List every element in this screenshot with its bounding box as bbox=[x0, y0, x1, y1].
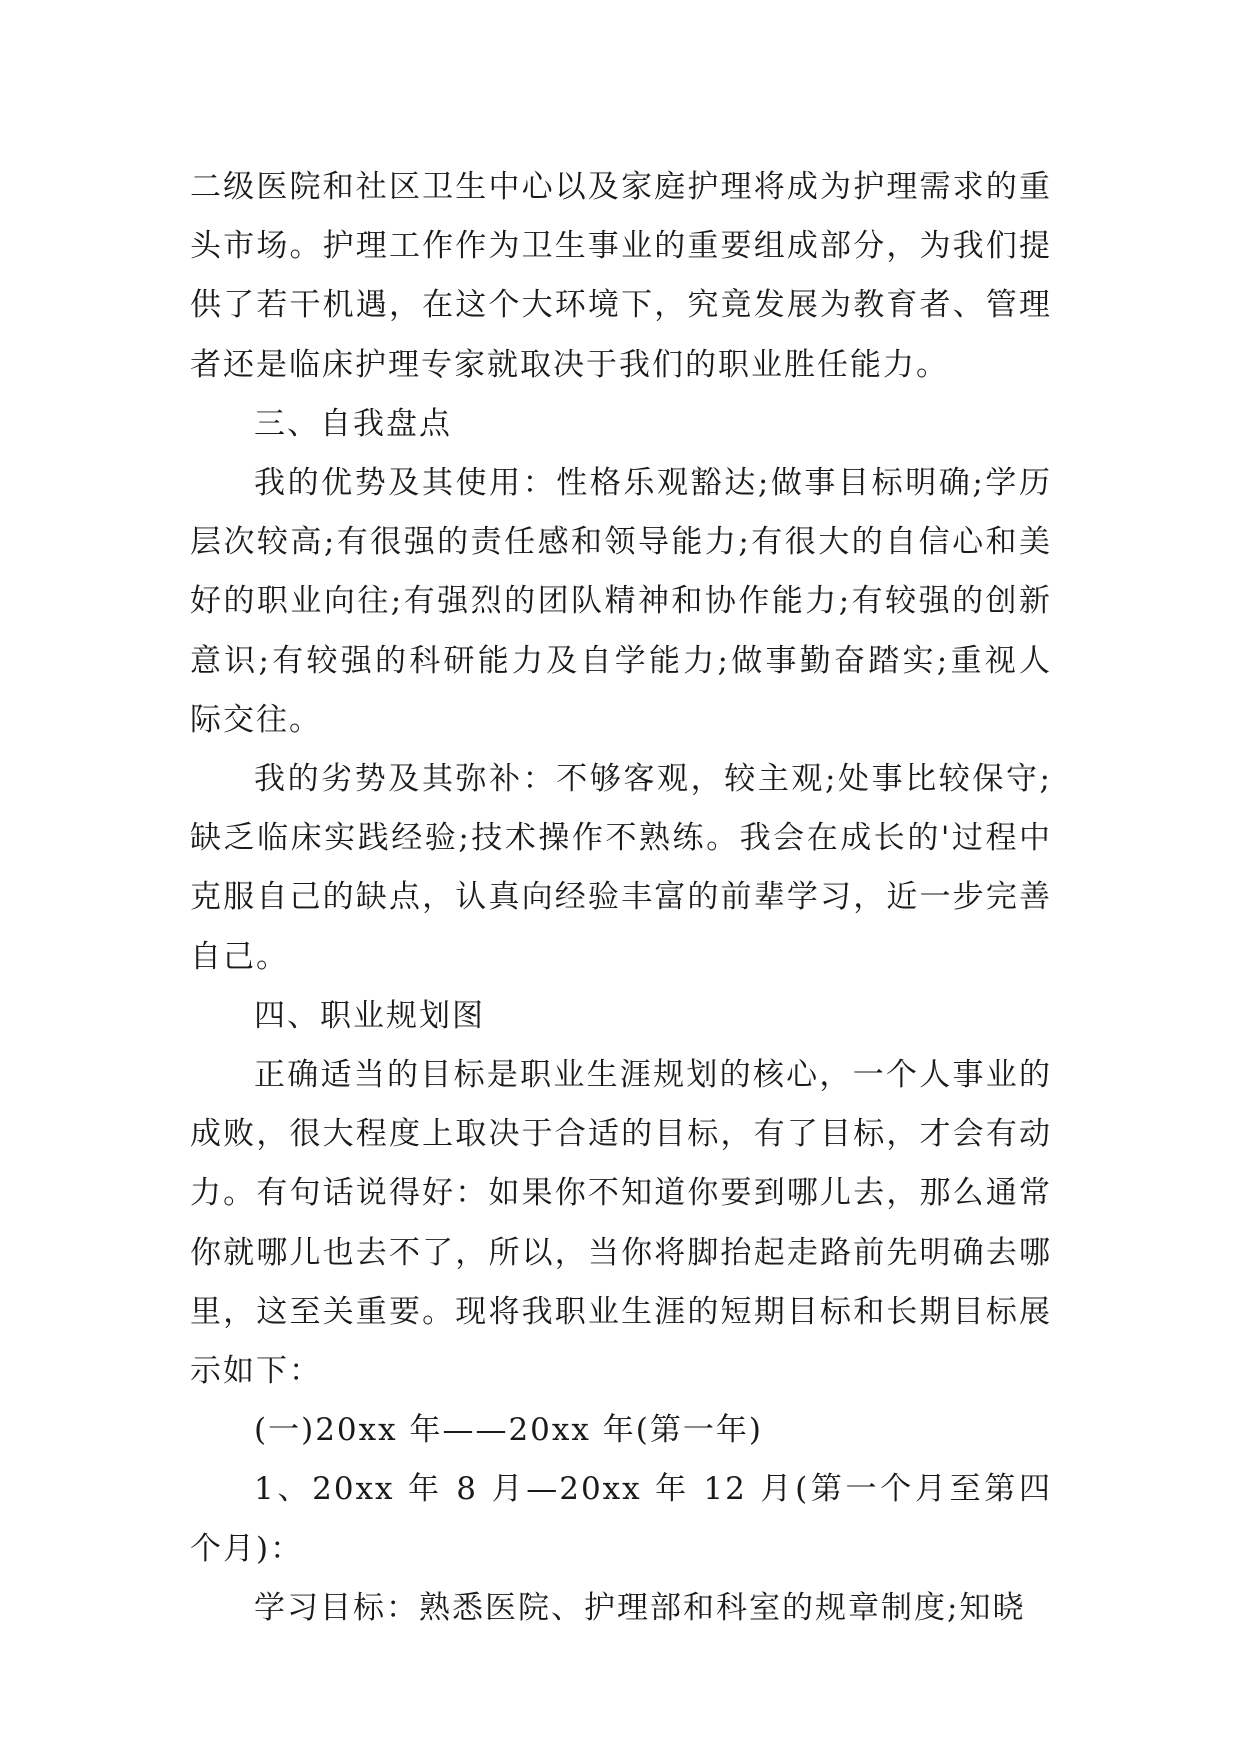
paragraph-learning-goal: 学习目标：熟悉医院、护理部和科室的规章制度;知晓 bbox=[254, 1589, 1026, 1626]
paragraph-market-demand: 二级医院和社区卫生中心以及家庭护理将成为护理需求的重头市场。护理工作作为卫生事业的重要组成部分，为我们提供了若干机遇，在这个大环境下，究竟发展为教育者、管理者还是临床护理专家就取决于我们的职业胜任能力。 bbox=[190, 169, 1052, 383]
document-body bbox=[190, 158, 1052, 1638]
paragraph-goals: 正确适当的目标是职业生涯规划的核心，一个人事业的成败，很大程度上取决于合适的目标，有了目标，才会有动力。有句话说得好：如果你不知道你要到哪儿去，那么通常你就哪儿也去不了，所以，当你将脚抬起走路前先明确去哪里，这至关重要。现将我职业生涯的短期目标和长期目标展示如下： bbox=[190, 1057, 1052, 1390]
paragraph-strengths: 我的优势及其使用：性格乐观豁达;做事目标明确;学历层次较高;有很强的责任感和领导能力;有很大的自信心和美好的职业向往;有强烈的团队精神和协作能力;有较强的创新意识;有较强的科研能力及自学能力;做事勤奋踏实;重视人际交往。 bbox=[190, 465, 1052, 738]
paragraph-weaknesses: 我的劣势及其弥补：不够客观，较主观;处事比较保守;缺乏临床实践经验;技术操作不熟练。我会在成长的'过程中克服自己的缺点，认真向经验丰富的前辈学习，近一步完善自己。 bbox=[190, 761, 1052, 975]
paragraph-first-period: 1、20xx 年 8 月—20xx 年 12 月(第一个月至第四个月)： bbox=[190, 1471, 1052, 1567]
heading-self-inventory: 三、自我盘点 bbox=[254, 405, 452, 442]
paragraph-first-year: (一)20xx 年——20xx 年(第一年) bbox=[254, 1412, 763, 1449]
heading-career-plan: 四、职业规划图 bbox=[254, 997, 485, 1034]
